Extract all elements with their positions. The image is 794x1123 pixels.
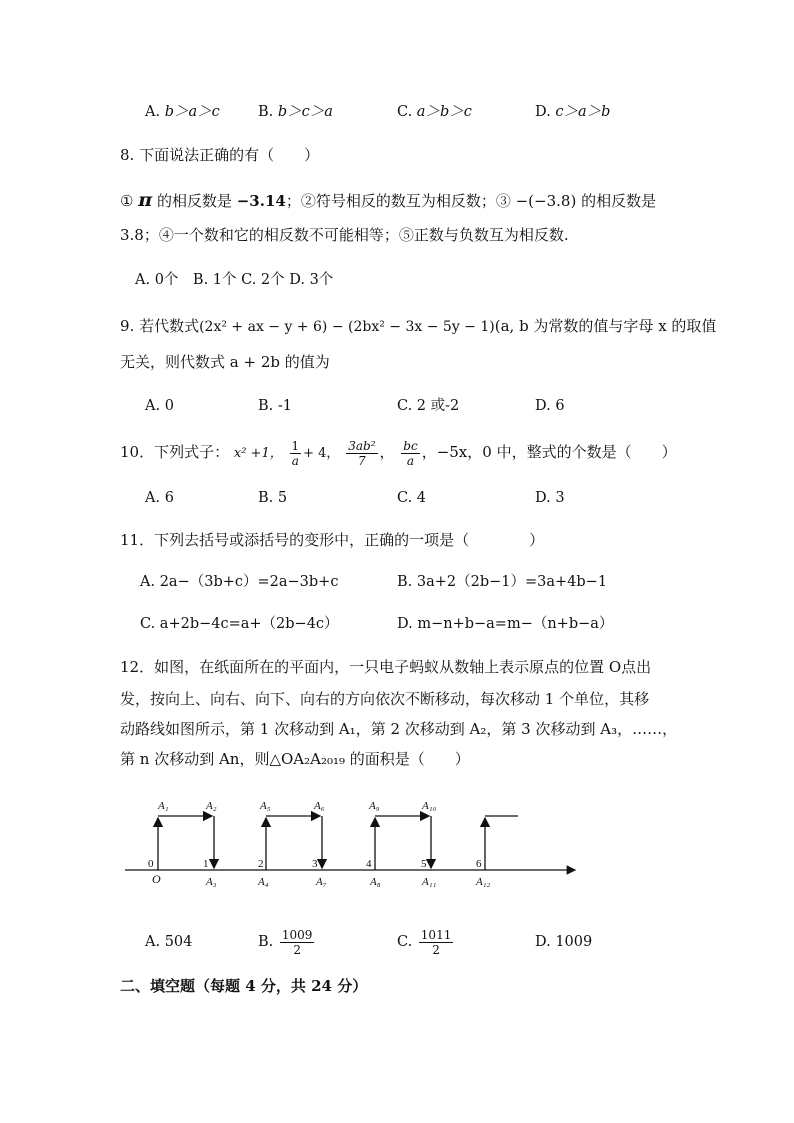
- q7-option-c: C. a＞b＞c: [397, 104, 472, 120]
- axis-number-2: 2: [258, 858, 264, 870]
- q10-stem: 10．下列式子： x² +1， $\frac{1}{a}$ + 4， $\frac{\text{3ab²}}{7}$ ， $\frac{bc}{a}$ ，−5x，0 中，整式的个数是（ ）: [120, 438, 677, 468]
- q11-option-d: D. m−n+b−a=m−（n+b−a）: [397, 616, 614, 632]
- q7-option-b: B. b＞c＞a: [258, 104, 333, 120]
- q11-option-c: C. a+2b−4c=a+（2b−4c）: [140, 616, 339, 632]
- q7-option-a: A. b＞a＞c: [145, 104, 220, 120]
- label-a4: A₄: [258, 876, 269, 888]
- origin-label: O: [152, 872, 161, 886]
- label-a2: A₂: [206, 800, 217, 812]
- q12-option-b: B. $\frac{1009}{2}$: [258, 927, 313, 957]
- label-a11: A₁₁: [422, 876, 437, 888]
- axis-number-0: 0: [148, 858, 154, 870]
- ant-path-figure: [120, 790, 590, 900]
- q10-fraction-3: $\frac{bc}{a}$: [403, 438, 418, 468]
- label-a7: A₇: [316, 876, 327, 888]
- q12-stem-line1: 12．如图，在纸面所在的平面内，一只电子蚂蚁从数轴上表示原点的位置 O点出: [120, 658, 652, 676]
- axis-number-6: 6: [476, 858, 482, 870]
- q11-option-a: A. 2a−（3b+c）=2a−3b+c: [140, 574, 339, 590]
- q10-fraction-2: $\frac{\text{3ab²}}{7}$: [348, 438, 376, 468]
- axis-number-1: 1: [203, 858, 209, 870]
- q12-stem-line2: 发，按向上、向右、向下、向右的方向依次不断移动，每次移动 1 个单位，其移: [120, 690, 650, 708]
- label-a6: A₆: [314, 800, 325, 812]
- axis-number-5: 5: [421, 858, 427, 870]
- q9-stem-line1: 9. 若代数式(2x² + ax − y + 6) − (2bx² − 3x − 5y − 1)(a, b 为常数的值与字母 x 的取值: [120, 317, 717, 335]
- label-a9: A₉: [369, 800, 380, 812]
- label-a3: A₃: [206, 876, 217, 888]
- q11-stem: 11．下列去括号或添括号的变形中，正确的一项是（ ）: [120, 531, 545, 549]
- q10-option-c: C. 4: [397, 490, 427, 506]
- q10-fraction-1: $\frac{1}{a}$: [291, 438, 300, 468]
- q9-option-c: C. 2 或-2: [397, 398, 460, 414]
- q9-option-d: D. 6: [535, 398, 565, 414]
- label-a1: A₁: [158, 800, 169, 812]
- q9-option-a: A. 0: [145, 398, 174, 414]
- q10-option-a: A. 6: [145, 490, 174, 506]
- q12-stem-line4: 第 n 次移动到 An，则△OA₂A₂₀₁₉ 的面积是（ ）: [120, 750, 470, 768]
- q8-stem: 8. 下面说法正确的有（ ）: [120, 146, 320, 164]
- q9-option-b: B. -1: [258, 398, 292, 414]
- q10-option-b: B. 5: [258, 490, 288, 506]
- q12-option-d: D. 1009: [535, 934, 593, 950]
- q9-stem-line2: 无关，则代数式 a + 2b 的值为: [120, 353, 330, 371]
- q12-option-a: A. 504: [145, 934, 193, 950]
- label-a8: A₈: [370, 876, 381, 888]
- q10-option-d: D. 3: [535, 490, 565, 506]
- q12-option-c: C. $\frac{1011}{2}$: [397, 927, 452, 957]
- label-a10: A₁₀: [422, 800, 437, 812]
- label-a5: A₅: [260, 800, 271, 812]
- label-a12: A₁₂: [476, 876, 491, 888]
- q8-statements-line1: ① π 的相反数是 −3.14；②符号相反的数互为相反数；③ −(−3.8) 的相反数是: [120, 189, 657, 211]
- q8-statements-line2: 3.8；④一个数和它的相反数不可能相等；⑤正数与负数互为相反数.: [120, 226, 569, 244]
- q7-option-d: D. c＞a＞b: [535, 104, 611, 120]
- q8-options: A. 0个 B. 1个 C. 2个 D. 3个: [135, 272, 334, 288]
- axis-number-4: 4: [366, 858, 372, 870]
- q11-option-b: B. 3a+2（2b−1）=3a+4b−1: [397, 574, 608, 590]
- q12-stem-line3: 动路线如图所示，第 1 次移动到 A₁，第 2 次移动到 A₂，第 3 次移动到 A₃，……，: [120, 720, 678, 738]
- section-fill-in-blanks-heading: 二、填空题（每题 4 分，共 24 分）: [120, 977, 368, 995]
- axis-number-3: 3: [312, 858, 318, 870]
